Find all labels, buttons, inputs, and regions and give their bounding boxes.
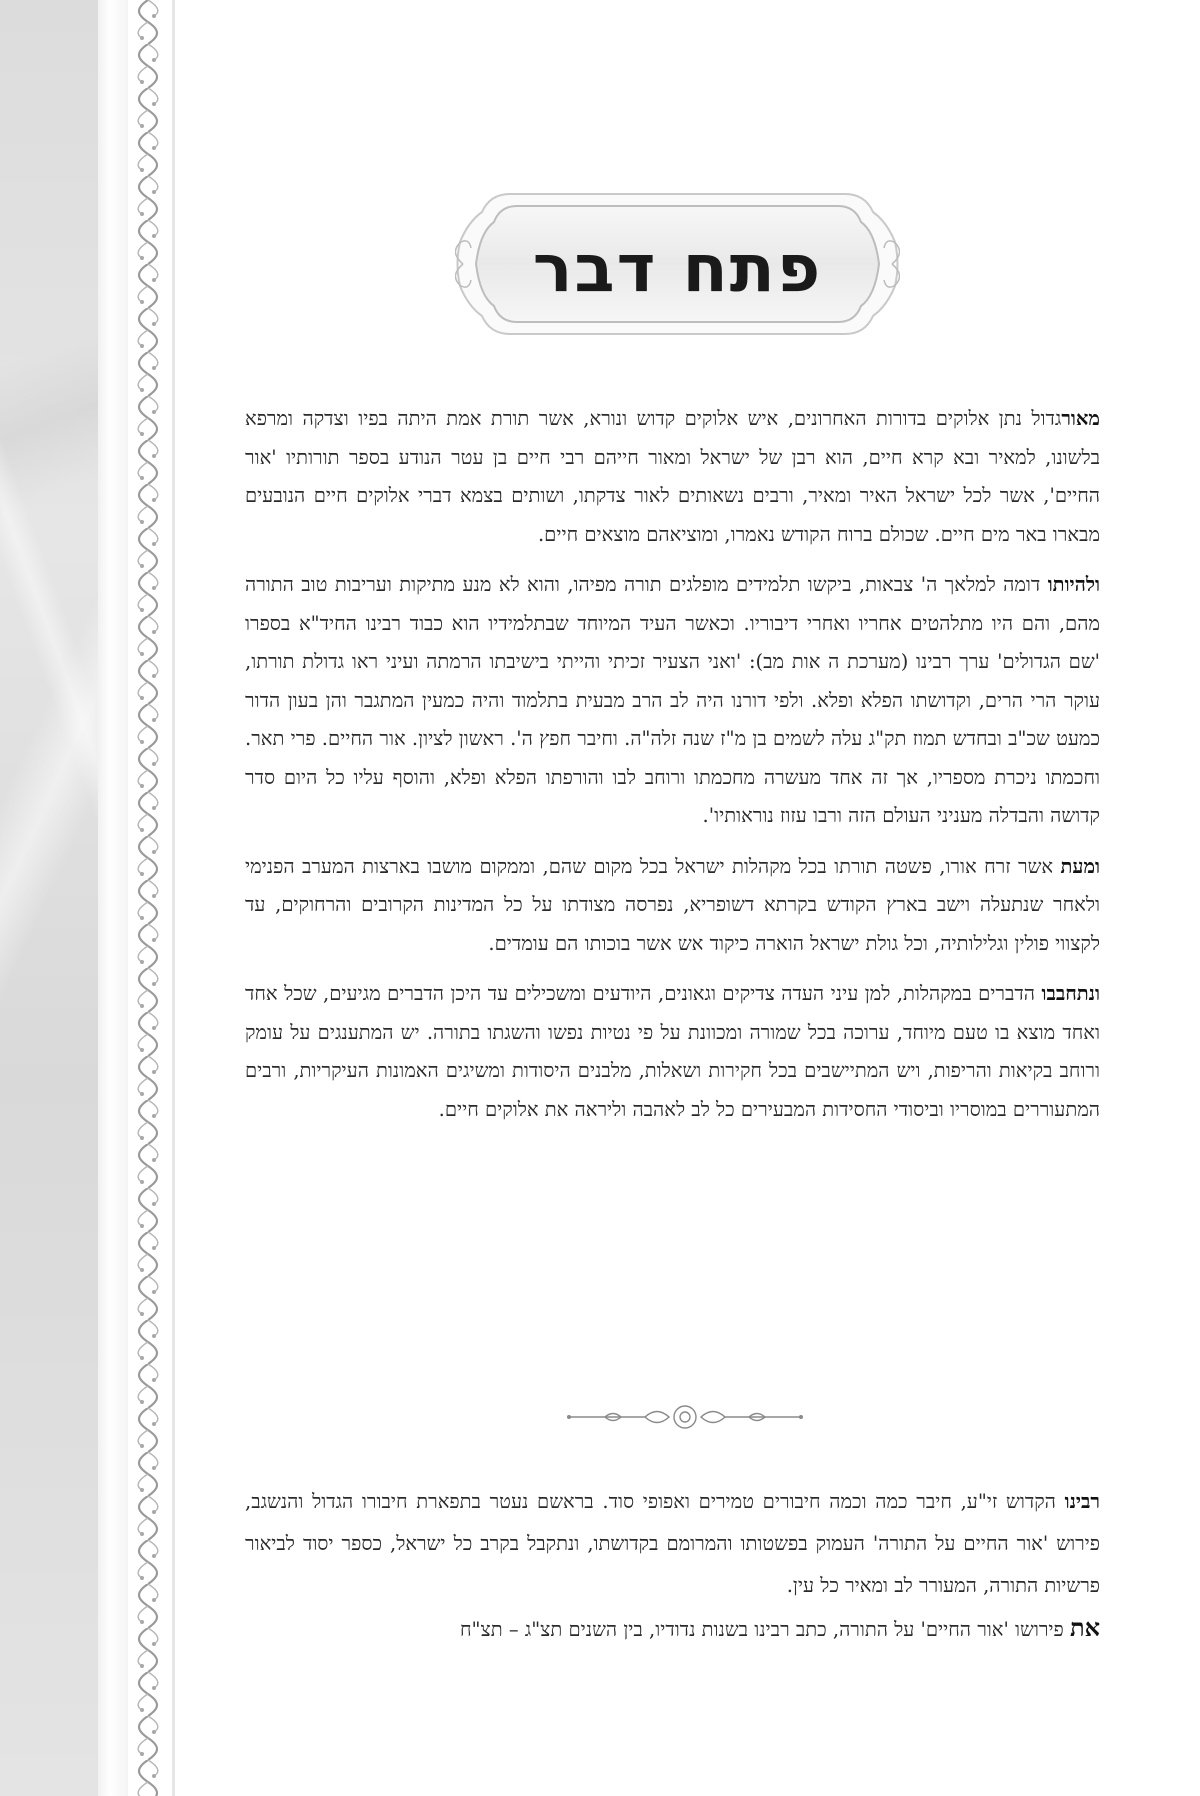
- intro-body: [245, 400, 1100, 1141]
- paragraph: [245, 1607, 1100, 1651]
- border-line: [172, 0, 175, 1796]
- section-two: [245, 1481, 1100, 1651]
- paragraph-text: הקדוש זי"ע, חיבר כמה וכמה חיבורים טמירים ואפופי סוד. בראשם נעטר בתפארת חיבורו הגדול והנשגב, פירוש 'אור החיים על התורה' העמוק בפשטותו והמרומם בקדושתו, ונתקבל בקרב כל ישראל, כספר יסוד לביאור פרשיות התורה, המעורר לב ומאיר כל עין.: [245, 1490, 1100, 1597]
- paragraph-lead: ומעת: [1060, 854, 1100, 878]
- paragraph-lead: ולהיותו: [1047, 573, 1100, 596]
- title-cartouche: [455, 182, 900, 347]
- paragraph-text: פירושו 'אור החיים' על התורה, כתב רבינו בשנות נדודיו, בין השנים תצ"ג – תצ"ח: [460, 1618, 1064, 1641]
- paragraph-lead: את: [1069, 1613, 1100, 1642]
- page-edge: [98, 0, 128, 1796]
- paragraph: [245, 848, 1100, 964]
- paragraph-lead: מאור: [1061, 407, 1100, 430]
- paragraph: [245, 566, 1100, 836]
- paragraph-text: אשר זרח אורו, פשטה תורתו בכל מקהלות ישראל בכל מקום שהם, וממקום מושבו בארצות המערב הפנימי ולאחר שנתעלה וישב בארץ הקודש בקרתא דשופריא, נפרסה מצודתו על כל המדינות הקרובים והרחוקים, עד לקצווי פולין וגלילותיה, וכל גולת ישראל הוארה כיקוד אש אשר בוכותו הם עומדים.: [245, 854, 1100, 955]
- marble-strip: [0, 0, 98, 1796]
- paragraph-text: גדול נתן אלוקים בדורות האחרונים, איש אלוקים קדוש ונורא, אשר תורת אמת היתה בפיו וצדקה ומרפא בלשונו, למאיר ובא קרא חיים, הוא רבן של ישראל ומאור חייהם רבי חיים בן עטר הנודע בספר תורותיו 'אור החיים', אשר לכל ישראל האיר ומאיר, ורבים נשאותים לאור צדקתו, ושותים בצמא דברי אלוקים חיים הנובעים מבארו באר מים חיים. שכולם ברוח הקודש נאמרו, ומוציאהם מוצאים חיים.: [245, 407, 1100, 546]
- vine-border-icon: [128, 0, 168, 1796]
- page-title: פתח דבר: [532, 230, 823, 307]
- paragraph: [245, 1481, 1100, 1607]
- paragraph-text: הדברים במקהלות, למן עיני העדה צדיקים וגאונים, היודעים ומשכילים עד היכן הדברים מגיעים, שכל אחד ואחד מוצא בו טעם מיוחד, ערוכה בכל שמורה ומכוונת על פי נטיות נפשו והשגתו בתורה. יש המתענגים על עומק ורוחב בקיאות והריפות, ויש המתיישבים בכל חקירות ושאלות, מלבנים היסודות ומשיגים האמונות העיקריות, ורבים המתעוררים במוסריו וביסודי החסידות המבעירים כל לב לאהבה וליראה את אלוקים חיים.: [245, 982, 1100, 1121]
- paragraph: [245, 400, 1100, 554]
- paragraph: [245, 975, 1100, 1129]
- paragraph-lead: ונתחבבו: [1041, 982, 1101, 1005]
- ornament-divider-icon: [565, 1400, 805, 1434]
- paragraph-lead: רבינו: [1064, 1490, 1100, 1513]
- paragraph-text: דומה למלאך ה' צבאות, ביקשו תלמידים מופלגים תורה מפיהו, והוא לא מנע מתיקות ועריבות טוב התורה מהם, והם היו מתלהטים אחריו ואחרי דיבוריו. וכאשר העיד המיוחד שבתלמידיו הוא כבוד רבינו החיד"א בספרו 'שם הגדולים' ערך רבינו (מערכת ה אות מב): 'ואני הצעיר זכיתי והייתי בישיבתו הרמתה ועיני ראו גדולת תורתו, עוקר הרי הרים, וקדושתו הפלא ופלא. ולפי דורנו היה לב הרב מבעית בתלמוד והיה כמעין המתגבר והן בעון הדור כמעט שכ"ב ובחדש תמוז תק"ג עלה לשמים בן מ"ז שנה זלה"ה. וחיבר חפץ ה'. ראשון לציון. אור החיים. פרי תאר. וחכמתו ניכרת מספריו, אך זה אחד מעשרה מחכמתו ורוחב לבו והורפתו הפלא ופלא, והוסף עליו כל היום סדר קדושה והבדלה מעניני העולם הזה ורבו עזוז נוראותיו'.: [245, 573, 1100, 827]
